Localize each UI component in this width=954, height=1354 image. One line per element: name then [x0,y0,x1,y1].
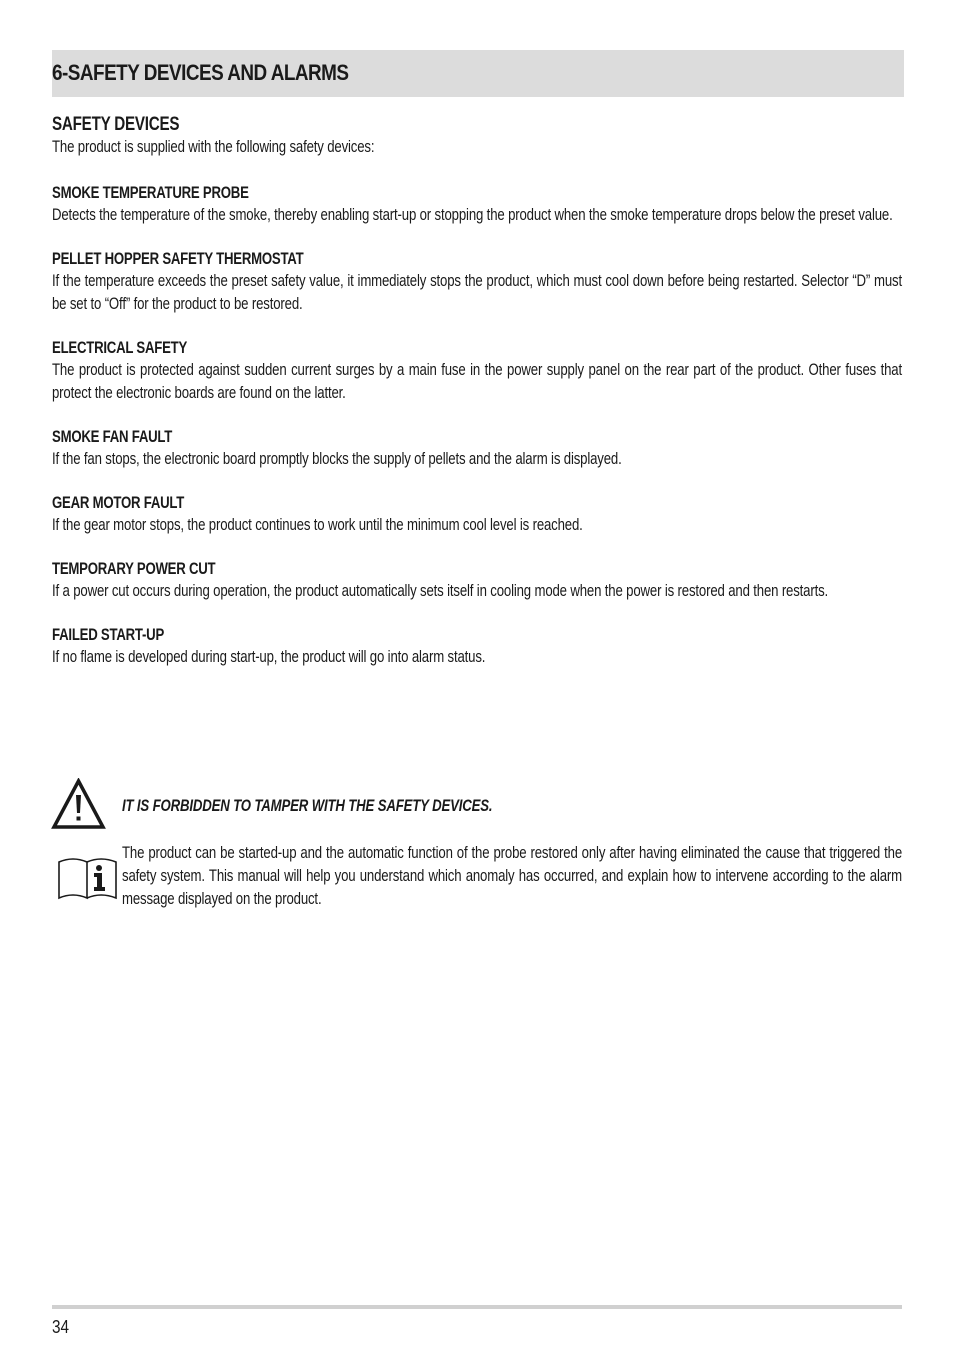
warning-text: IT IS FORBIDDEN TO TAMPER WITH THE SAFETY DEVICES. [122,797,493,815]
page-title: 6-SAFETY DEVICES AND ALARMS [52,60,349,85]
main-content [52,114,902,691]
smoke-fan-fault-section [52,427,902,471]
section-text: If the fan stops, the electronic board promptly blocks the supply of pellets and the alarm is displayed. [52,450,622,468]
smoke-temperature-probe-section [52,183,902,227]
manual-info-icon [57,854,118,900]
section-heading: ELECTRICAL SAFETY [52,339,188,357]
section-text: Detects the temperature of the smoke, thereby enabling start-up or stopping the product when the smoke temperature drops below the preset value. [52,206,893,224]
section-text: If the temperature exceeds the preset safety value, it immediately stops the product, which must cool down before being restarted. Selector “D” must be set to “Off” for the product to be restored. [52,272,902,313]
section-heading: SMOKE TEMPERATURE PROBE [52,184,249,202]
gear-motor-fault-section [52,493,902,537]
footer-divider [52,1305,902,1309]
section-heading: SMOKE FAN FAULT [52,428,173,446]
pellet-hopper-thermostat-section [52,249,902,316]
section-heading: TEMPORARY POWER CUT [52,560,216,578]
section-text: If the gear motor stops, the product continues to work until the minimum cool level is reached. [52,516,583,534]
section-heading: SAFETY DEVICES [52,114,180,135]
warning-triangle-icon [51,778,106,830]
failed-start-up-section [52,625,902,669]
section-title-bar [52,50,904,97]
intro-section [52,114,902,159]
section-text: The product is supplied with the following safety devices: [52,138,375,156]
section-heading: PELLET HOPPER SAFETY THERMOSTAT [52,250,304,268]
section-text: The product is protected against sudden current surges by a main fuse in the power supply panel on the rear part of the product. Other fuses that protect the electronic boards are found on the latter. [52,361,902,402]
section-heading: FAILED START-UP [52,626,165,644]
section-text: If no flame is developed during start-up, the product will go into alarm status. [52,648,486,666]
info-note [122,842,902,911]
electrical-safety-section [52,338,902,405]
info-text: The product can be started-up and the automatic function of the probe restored only after having eliminated the cause that triggered the safety system. This manual will help you understand which anomaly has occurred, and explain how to intervene according to the alarm message displayed on the product. [122,844,902,908]
page-number: 34 [52,1317,70,1337]
temporary-power-cut-section [52,559,902,603]
section-text: If a power cut occurs during operation, the product automatically sets itself in cooling mode when the power is restored and then restarts. [52,582,829,600]
section-heading: GEAR MOTOR FAULT [52,494,185,512]
